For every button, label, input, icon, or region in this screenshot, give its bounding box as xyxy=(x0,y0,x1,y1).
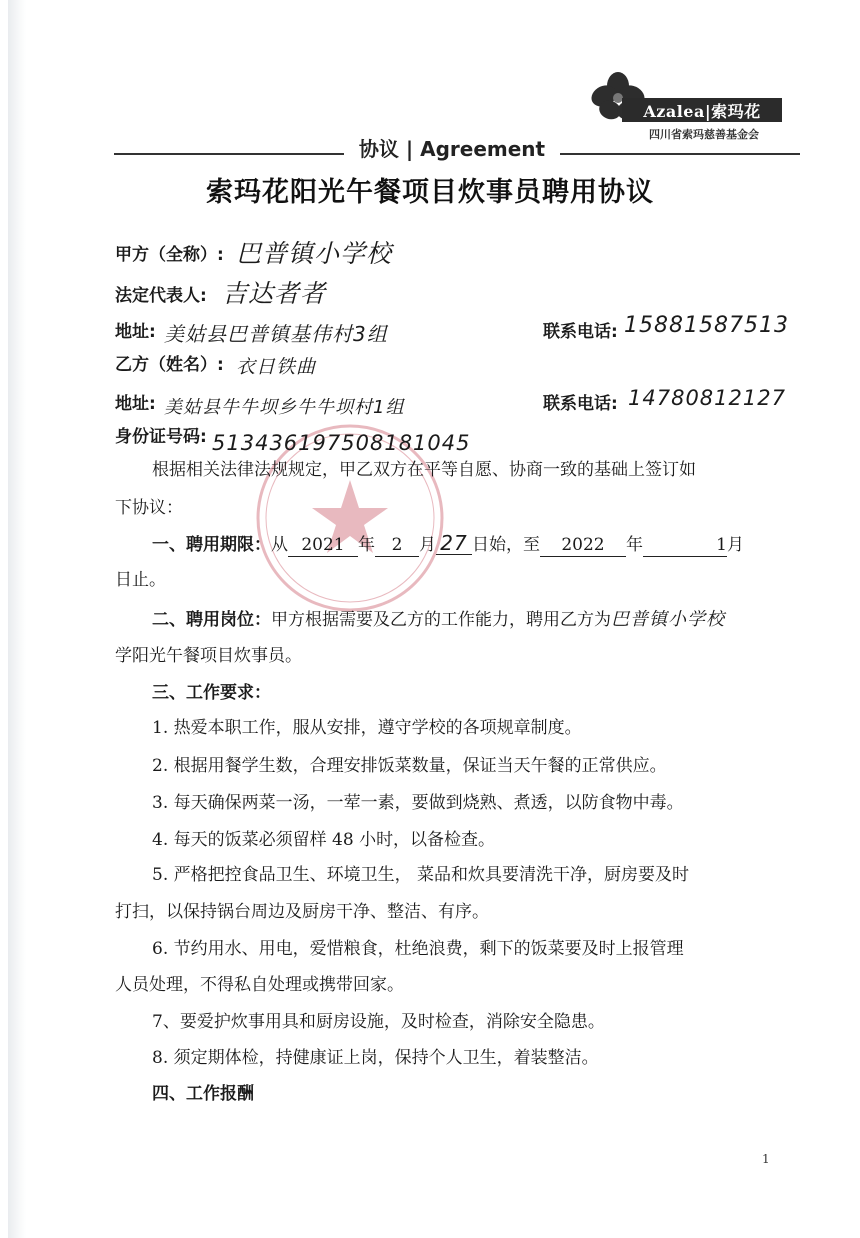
post-text: 甲方根据需要及乙方的工作能力，聘用乙方为 xyxy=(271,610,611,630)
term-start-end-text: 日始，至 xyxy=(472,535,540,555)
requirement-5-line-1: 5. 严格把控食品卫生、环境卫生， 菜品和炊具要清洗干净，厨房要及时 xyxy=(152,865,690,885)
intro-line-1: 根据相关法律法规规定，甲乙双方在平等自愿、协商一致的基础上签订如 xyxy=(152,460,696,480)
foundation-logo xyxy=(560,68,800,148)
term-end-text: 日止。 xyxy=(115,570,166,590)
requirements-label: 三、工作要求： xyxy=(152,683,271,703)
logo-brand-text: Azalea|索玛花 xyxy=(622,98,782,122)
term-month-unit-2: 月 xyxy=(727,535,744,555)
address-b-label: 地址: xyxy=(115,394,156,414)
address-a-value: 美姑县巴普镇基伟村3组 xyxy=(164,322,388,346)
address-a-label: 地址: xyxy=(115,322,156,342)
requirement-6-line-1: 6. 节约用水、用电，爱惜粮食，杜绝浪费，剩下的饭菜要及时上报管理 xyxy=(152,939,684,959)
requirement-6-line-2: 人员处理，不得私自处理或携带回家。 xyxy=(115,975,404,995)
post-handwritten-school: 巴普镇小学校 xyxy=(611,609,725,630)
requirement-7: 7、要爱护炊事用具和厨房设施，及时检查，消除安全隐患。 xyxy=(152,1012,605,1032)
phone-b-value: 14780812127 xyxy=(628,386,786,410)
requirement-2: 2. 根据用餐学生数，合理安排饭菜数量，保证当天午餐的正常供应。 xyxy=(152,756,667,776)
intro-line-2: 下协议： xyxy=(115,498,183,518)
post-clause xyxy=(152,606,725,634)
requirement-4: 4. 每天的饭菜必须留样 48 小时，以备检查。 xyxy=(152,830,496,850)
id-number-label: 身份证号码: xyxy=(115,427,207,447)
term-year-unit: 年 xyxy=(358,535,375,555)
document-title: 索玛花阳光午餐项目炊事员聘用协议 xyxy=(206,177,654,208)
post-clause-continued: 学阳光午餐项目炊事员。 xyxy=(115,646,302,666)
term-start-year: 2021 xyxy=(288,534,358,557)
legal-rep-label: 法定代表人: xyxy=(115,286,207,306)
requirement-3: 3. 每天确保两菜一汤，一荤一素，要做到烧熟、煮透，以防食物中毒。 xyxy=(152,793,684,813)
phone-b-label: 联系电话: xyxy=(543,394,618,414)
header-rule-left xyxy=(114,153,344,155)
requirement-8: 8. 须定期体检，持健康证上岗，保持个人卫生，着装整洁。 xyxy=(152,1048,599,1068)
page-number: 1 xyxy=(762,1152,770,1166)
logo-foundation-name: 四川省索玛慈善基金会 xyxy=(649,128,759,141)
term-end-month: 1 xyxy=(643,534,727,557)
term-clause xyxy=(152,532,744,559)
phone-a-label: 联系电话: xyxy=(543,322,618,342)
term-year-unit-2: 年 xyxy=(626,535,643,555)
term-end-year: 2022 xyxy=(540,534,626,557)
requirement-5-line-2: 打扫，以保持锅台周边及厨房干净、整洁、有序。 xyxy=(115,902,489,922)
party-b-value: 衣日铁曲 xyxy=(236,356,317,378)
term-from: 从 xyxy=(271,535,288,555)
address-b-value: 美姑县牛牛坝乡牛牛坝村1组 xyxy=(164,397,405,418)
agreement-heading: 协议 | Agreement xyxy=(358,137,546,161)
requirement-1: 1. 热爱本职工作，服从安排，遵守学校的各项规章制度。 xyxy=(152,718,582,738)
party-b-label: 乙方（姓名）: xyxy=(115,355,224,375)
term-start-day: 27 xyxy=(436,532,472,555)
party-a-value: 巴普镇小学校 xyxy=(236,239,393,268)
phone-a-value: 15881587513 xyxy=(624,313,789,338)
party-a-label: 甲方（全称）: xyxy=(115,245,224,265)
legal-rep-value: 吉达者者 xyxy=(222,279,327,308)
header-rule-right xyxy=(560,153,800,155)
term-start-month: 2 xyxy=(375,534,419,557)
id-number-value: 513436197508181045 xyxy=(212,431,471,455)
term-month-unit: 月 xyxy=(419,535,436,555)
post-label: 二、聘用岗位： xyxy=(152,610,271,630)
payment-label: 四、工作报酬 xyxy=(152,1084,254,1104)
term-label: 一、聘用期限： xyxy=(152,535,271,555)
